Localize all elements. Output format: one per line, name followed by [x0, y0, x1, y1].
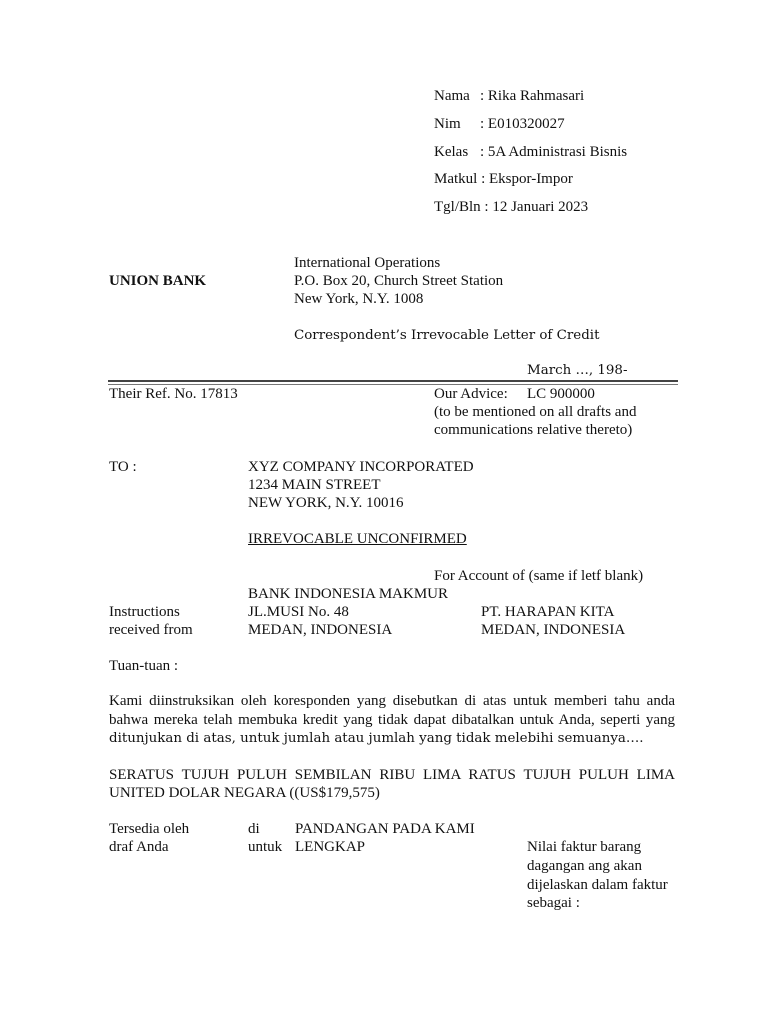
amount-words-line2: UNITED DOLAR NEGARA ((US$179,575)	[109, 785, 380, 801]
body-paragraph-line1: Kami diinstruksikan oleh koresponden yang disebutkan di atas untuk memberi tahu anda	[109, 693, 675, 709]
drafts-col4-line1: Nilai faktur barang	[527, 839, 642, 855]
drafts-col4-line3: dijelaskan dalam faktur	[527, 877, 668, 893]
bank-address-line2: New York, N.Y. 1008	[294, 291, 424, 307]
advice-note-line2: communications relative thereto)	[434, 422, 633, 438]
instructing-bank-line1: BANK INDONESIA MAKMUR	[248, 586, 449, 602]
tgl-line: Tgl/Bln : 12 Januari 2023	[434, 199, 589, 215]
kelas-value: : 5A Administrasi Bisnis	[480, 144, 628, 160]
letter-date: March …, 198-	[527, 363, 628, 378]
body-paragraph-line3: ditunjukan di atas, untuk jumlah atau jumlah yang tidak melebihi semuanya….	[109, 731, 644, 746]
drafts-col2-line1: di	[248, 821, 260, 837]
drafts-col4-line2: dagangan ang akan	[527, 858, 642, 874]
credit-status: IRREVOCABLE UNCONFIRMED	[248, 531, 467, 547]
instructing-bank-line2: JL.MUSI No. 48	[248, 604, 349, 620]
to-label: TO :	[109, 459, 137, 475]
bank-address-line1: P.O. Box 20, Church Street Station	[294, 273, 504, 289]
our-advice-label: Our Advice:	[434, 386, 508, 402]
instructions-label-line2: received from	[109, 622, 193, 638]
drafts-col2-line2: untuk	[248, 839, 283, 855]
nama-label: Nama	[434, 88, 470, 104]
for-account-label: For Account of (same if letf blank)	[434, 568, 644, 584]
header-rule-thick	[108, 380, 678, 382]
document-title: Correspondent’s Irrevocable Letter of Credit	[294, 328, 600, 343]
matkul-line: Matkul : Ekspor-Impor	[434, 171, 573, 187]
salutation: Tuan-tuan :	[109, 658, 179, 674]
body-paragraph-line2: bahwa mereka telah membuka kredit yang tidak dapat dibatalkan untuk Anda, seperti yang	[109, 712, 675, 728]
addressee-line1: XYZ COMPANY INCORPORATED	[248, 459, 474, 475]
drafts-col4-line4: sebagai :	[527, 895, 580, 911]
their-ref: Their Ref. No. 17813	[109, 386, 238, 402]
account-party-line2: MEDAN, INDONESIA	[481, 622, 626, 638]
kelas-label: Kelas	[434, 144, 469, 160]
drafts-col1-line1: Tersedia oleh	[109, 821, 190, 837]
nim-label: Nim	[434, 116, 461, 132]
nim-value: : E010320027	[480, 116, 565, 132]
bank-dept: International Operations	[294, 255, 441, 271]
bank-name: UNION BANK	[109, 273, 207, 289]
account-party-line1: PT. HARAPAN KITA	[481, 604, 615, 620]
addressee-line2: 1234 MAIN STREET	[248, 477, 381, 493]
drafts-col1-line2: draf Anda	[109, 839, 169, 855]
drafts-col3-line2: LENGKAP	[295, 839, 365, 855]
drafts-col3-line1: PANDANGAN PADA KAMI	[295, 821, 475, 837]
our-advice-value: LC 900000	[527, 386, 595, 402]
instructions-label-line1: Instructions	[109, 604, 180, 620]
amount-words-line1: SERATUS TUJUH PULUH SEMBILAN RIBU LIMA RATUS TUJUH PULUH LIMA	[109, 767, 675, 783]
advice-note-line1: (to be mentioned on all drafts and	[434, 404, 637, 420]
addressee-line3: NEW YORK, N.Y. 10016	[248, 495, 404, 511]
nama-value: : Rika Rahmasari	[480, 88, 585, 104]
instructing-bank-line3: MEDAN, INDONESIA	[248, 622, 393, 638]
